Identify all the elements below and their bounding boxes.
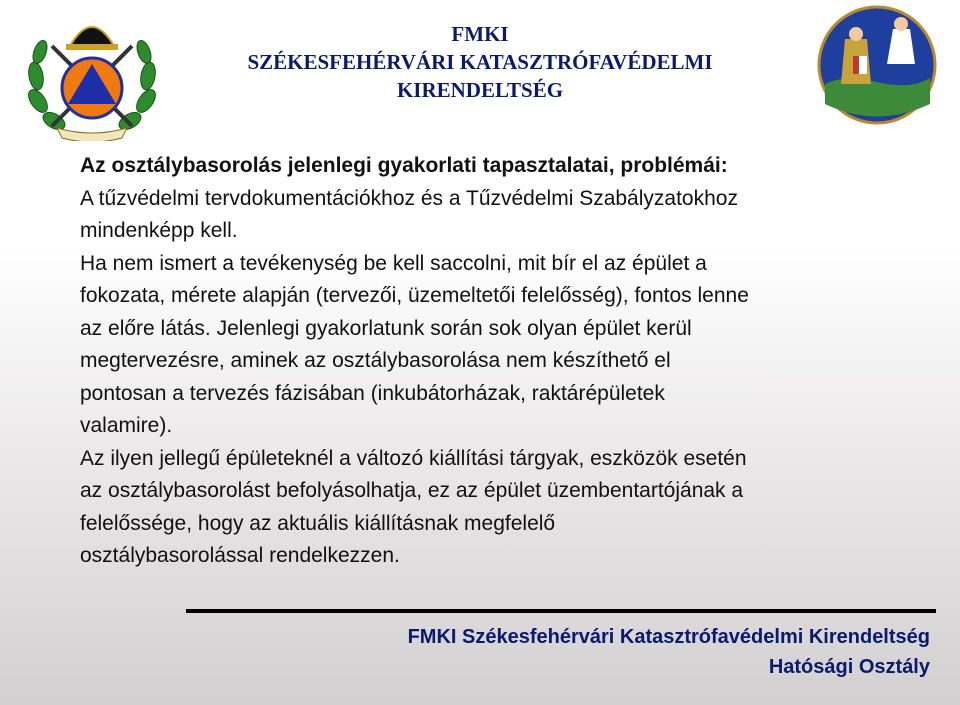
content-line: felelőssége, hogy az aktuális kiállításnak megfelelő [80,511,556,535]
content-heading: Az osztálybasorolás jelenlegi gyakorlati tapasztalatai, problémái: [80,154,728,177]
content-line: A tűzvédelmi tervdokumentációkhoz és a Tűzvédelmi Szabályzatokhoz [80,186,738,210]
content-line: fokozata, mérete alapján (tervezői, üzemeltetői felelősség), fontos lenne [80,284,749,307]
footer-organization: FMKI Székesfehérvári Katasztrófavédelmi Kirendeltség [407,626,930,648]
body-text [80,150,940,573]
content-line: az előre látás. Jelenlegi gyakorlatunk során sok olyan épület kerül [80,316,692,340]
content-line: osztálybasorolással rendelkezzen. [80,544,400,567]
content-line: pontosan a tervezés fázisában (inkubátorházak, raktárépületek [80,381,665,405]
content-line: valamire). [80,414,173,437]
content-line: megtervezésre, aminek az osztálybasorolása nem készíthető el [80,349,671,372]
content-line: mindenképp kell. [80,219,238,242]
header-line-3: KIRENDELTSÉG [396,78,564,102]
content-line: Ha nem ismert a tevékenység be kell saccolni, mit bír el az épület a [80,251,707,275]
footer-department: Hatósági Osztály [768,656,930,678]
szekesfehervar-coat-of-arms-icon [815,4,940,126]
civil-defence-emblem-icon [22,6,162,141]
header-line-2: SZÉKESFEHÉRVÁRI KATASZTRÓFAVÉDELMI [247,50,713,74]
header-line-1: FMKI [451,22,509,46]
content-line: Az ilyen jellegű épületeknél a változó kiállítási tárgyak, eszközök esetén [80,446,747,470]
content-line: az osztálybasorolást befolyásolhatja, ez az épület üzembentartójának a [80,479,744,502]
header-title [190,20,770,104]
footer-divider [186,609,936,613]
